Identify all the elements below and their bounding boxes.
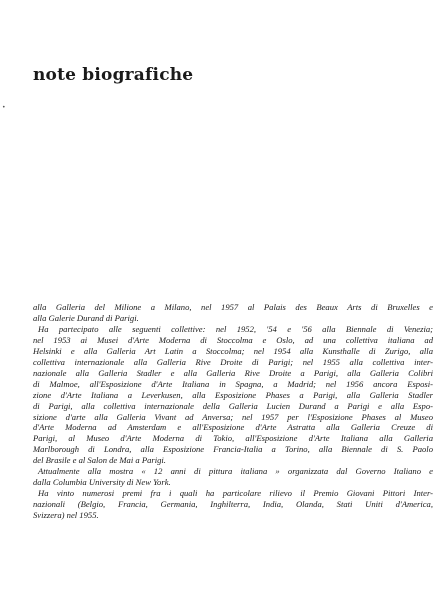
text-line: Ha vinto numerosi premi fra i quali ha particolare rilievo il Premio Giovani Pittori Inter- [38,488,433,499]
paragraph-exhibitions-solo [33,302,433,324]
text-line: del Brasile e al Salon de Mai a Parigi. [33,455,166,466]
text-line: Marlborough di Londra, alla Esposizione Francia-Italia a Torino, alla Biennale di S. Paolo [33,444,433,455]
text-line: zione d'Arte Italiana a Leverkusen, alla Esposizione Phases a Parigi, alla Galleria Stadler [33,389,433,400]
margin-mark: • [2,104,6,111]
text-line: dalla Columbia University di New York. [33,477,171,488]
text-line: nel 1953 ai Musei d'Arte Moderna di Stoccolma e Oslo, ad una collettiva italiana ad [33,334,433,345]
biography-text [33,302,433,521]
text-line: alla Galerie Durand di Parigi. [33,312,139,323]
text-line: di Malmoe, all'Esposizione d'Arte Italiana in Spagna, a Madrid; nel 1956 ancora Esposi- [33,378,433,389]
text-line: Ha partecipato alle seguenti collettive: nel 1952, '54 e '56 alla Biennale di Venezia; [38,323,433,334]
text-line: di Parigi, alla collettiva internazionale della Galleria Lucien Durand a Parigi e alla Espo- [33,400,433,411]
text-line: nazionali (Belgio, Francia, Germania, Inghilterra, India, Olanda, Stati Uniti d'America, [33,499,433,510]
text-line: Svizzera) nel 1955. [33,510,99,521]
text-line: alla Galleria del Milione a Milano, nel 1957 al Palais des Beaux Arts di Bruxelles e [33,302,433,312]
paragraph-awards [33,488,433,521]
text-line: collettiva internazionale alla Galleria Rive Droite di Parigi; nel 1955 alla collettiva inter- [33,356,433,367]
paragraph-collective-exhibitions [33,324,433,466]
paragraph-current-exhibition [33,466,433,488]
text-line: Attualmente alla mostra « 12 anni di pittura italiana » organizzata dal Governo Italiano e [38,466,433,477]
text-line: d'Arte Moderna ad Amsterdam e all'Esposizione d'Arte Astratta alla Galleria Creuze di [33,422,433,433]
text-line: Parigi, al Museo d'Arte Moderna di Tokio, all'Esposizione d'Arte Italiana alla Galleria [33,433,433,444]
page-title: note biografiche [33,65,194,85]
text-line: sizione d'arte alla Galleria Vivant ad Anversa; nel 1957 per l'Esposizione Phases al Museo [33,411,433,422]
text-line: nazionale alla Galleria Stadler e alla Galleria Rive Droite a Parigi, alla Galleria Colibri [33,367,433,378]
text-line: Helsinki e alla Galleria Art Latin a Stoccolma; nel 1954 alla Kunsthalle di Zurigo, alla [33,345,433,356]
